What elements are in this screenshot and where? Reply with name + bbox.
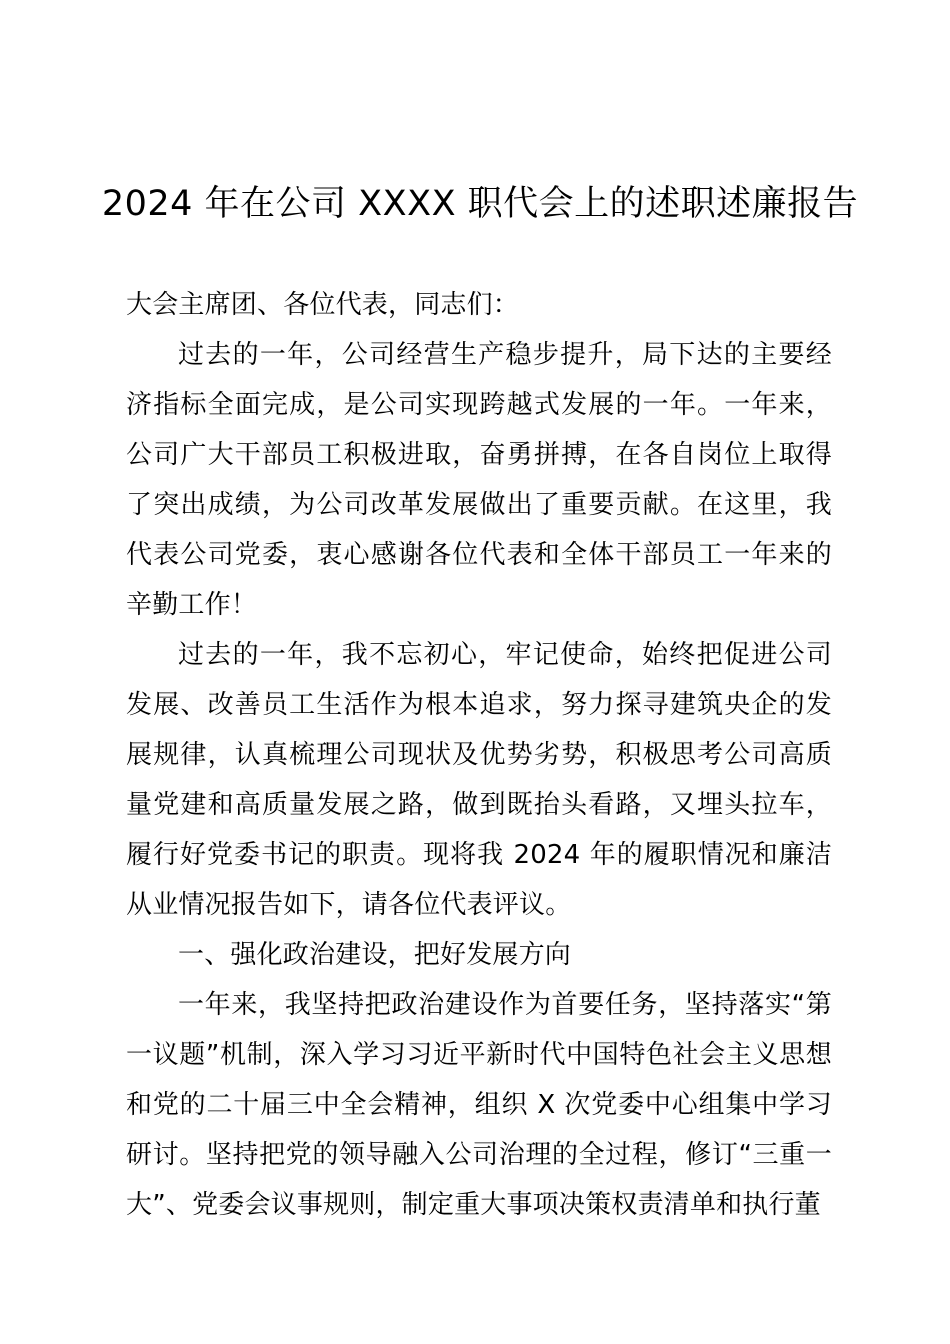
section-paragraph: 一年来，我坚持把政治建设作为首要任务，坚持落实“第一议题”机制，深入学习习近平新时代中国特色社会主义思想和党的二十届三中全会精神，组织 X 次党委中心组集中学习研讨。坚持把党的领导融入公司治理的全过程，修订“三重一大”、党委会议事规则，制定重大事项决策权责清单和执行董 xyxy=(126,990,832,1220)
paragraph-1: 过去的一年，公司经营生产稳步提升，局下达的主要经济指标全面完成，是公司实现跨越式发展的一年。一年来，公司广大干部员工积极进取，奋勇拼搏，在各自岗位上取得了突出成绩，为公司改革发展做出了重要贡献。在这里，我代表公司党委，衷心感谢各位代表和全体干部员工一年来的辛勤工作！ xyxy=(126,340,832,620)
document-title: 2024 年在公司 XXXX 职代会上的述职述廉报告 xyxy=(101,184,859,224)
paragraph-2: 过去的一年，我不忘初心，牢记使命，始终把促进公司发展、改善员工生活作为根本追求，努力探寻建筑央企的发展规律，认真梳理公司现状及优势劣势，积极思考公司高质量党建和高质量发展之路，做到既抬头看路，又埋头拉车，履行好党委书记的职责。现将我 2024 年的履职情况和廉洁从业情况报告如下，请各位代表评议。 xyxy=(126,640,832,920)
document-body xyxy=(126,280,832,1230)
salutation: 大会主席团、各位代表，同志们： xyxy=(126,290,520,320)
section-heading: 一、强化政治建设，把好发展方向 xyxy=(178,940,572,970)
